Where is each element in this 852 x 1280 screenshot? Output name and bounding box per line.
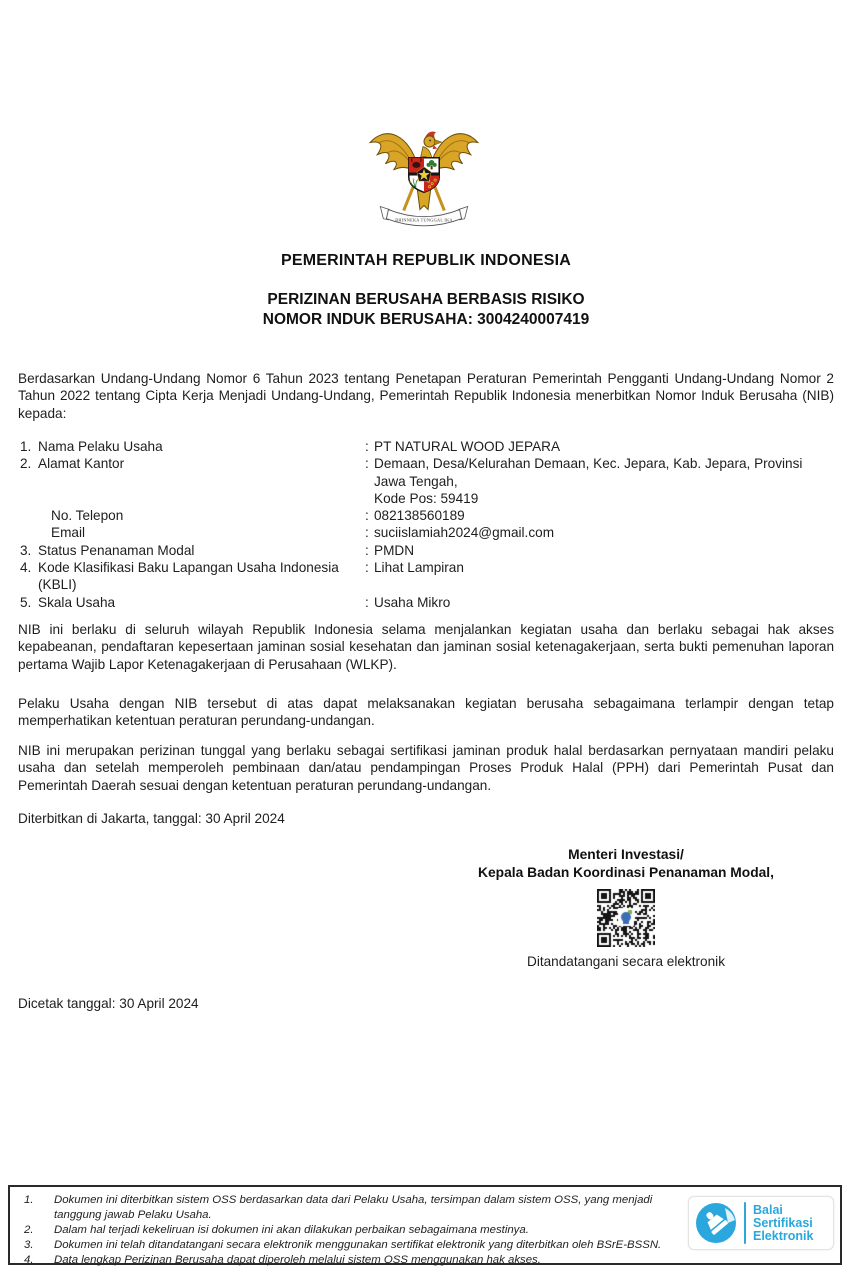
field-row [18,594,834,611]
field-label: Skala Usaha [38,594,116,610]
field-value: : Demaan, Desa/Kelurahan Demaan, Kec. Jepara, Kab. Jepara, Provinsi [365,456,803,472]
signer-title-line1: Menteri Investasi/ [568,847,684,862]
footer-notes-box [8,1185,842,1265]
document-title [0,290,852,330]
field-label: No. Telepon [51,508,124,524]
field-value: : Lihat Lampiran [365,560,464,576]
field-number: 5. [20,594,32,610]
logo-text-line2: Sertifikasi [753,1215,813,1230]
field-label: Nama Pelaku Usaha [38,439,163,454]
field-row [18,542,834,559]
document-title-line1: PERIZINAN BERUSAHA BERBASIS RISIKO [267,291,585,308]
field-number: 3. [20,542,32,558]
intro-paragraph: Berdasarkan Undang-Undang Nomor 6 Tahun 2023 tentang Penetapan Peraturan Pemerintah Pengganti Undang-Undang Nomor 2 Tahun 2022 tentang Cipta Kerja Menjadi Undang-Undang, Pemerintah Republik Indonesia menerbitkan Nomor Induk Berusaha (NIB) kepada: [18,371,834,421]
stamp-seal-icon [695,1202,737,1244]
qr-code [597,889,655,947]
paragraph-business-activity: Pelaku Usaha dengan NIB tersebut di atas dapat melaksanakan kegiatan berusaha sebagaimana terlampir dengan tetap memperhatikan ketentuan peraturan perundang-undangan. [18,696,834,729]
field-row [18,438,834,455]
signature-block [400,846,852,969]
logo-divider [744,1202,746,1244]
field-label: Alamat Kantor [38,456,125,472]
logo-text [753,1204,813,1243]
field-row [18,559,834,594]
government-title: PEMERINTAH REPUBLIK INDONESIA [281,252,571,269]
logo-text-line1: Balai [753,1202,783,1217]
field-number: 4. [20,560,32,576]
field-label: Kode Klasifikasi Baku Lapangan Usaha Indonesia [38,560,339,576]
motto-text: BHINNEKA TUNGGAL IKA [395,217,453,223]
business-fields-list [18,438,834,611]
pancasila-shield [409,158,439,193]
issued-line: Diterbitkan di Jakarta, tanggal: 30 April 2024 [18,811,285,826]
field-value: Jawa Tengah, [374,473,458,489]
field-value: : 082138560189 [365,508,465,524]
document-title-line2: NOMOR INDUK BERUSAHA: 3004240007419 [262,311,590,328]
motto-ribbon [380,207,467,226]
field-number: 1. [20,439,32,454]
field-value: : PT NATURAL WOOD JEPARA [365,439,561,454]
footer-notes-list [24,1193,664,1268]
field-row [18,507,834,524]
field-number [20,507,51,524]
electronic-signature-note: Ditandatangani secara elektronik [527,954,725,969]
field-number: 2. [20,456,32,472]
field-label: (KBLI) [38,577,77,593]
paragraph-nib-validity: NIB ini berlaku di seluruh wilayah Republik Indonesia selama menjalankan kegiatan usaha dan berlaku sebagai hak akses kepabeanan, pendaftaran kepesertaan jaminan sosial kesehatan dan jaminan sosial ketenagakerjaan, serta bukti pemenuhan laporan pertama Wajib Lapor Ketenagakerjaan di Perusahaan (WLKP). [18,622,834,672]
field-value: : Usaha Mikro [365,594,451,610]
footer-note: 1. Dokumen ini diterbitkan sistem OSS berdasarkan data dari Pelaku Usaha, tersimpan dalam sistem OSS, yang menjadi tanggung jawab Pelaku Usaha. [24,1194,653,1221]
garuda-pancasila-emblem [363,110,485,237]
field-value: : PMDN [365,542,415,558]
footer-note: 4. Data lengkap Perizinan Berusaha dapat diperoleh melalui sistem OSS menggunakan hak akses. [24,1254,541,1266]
paragraph-halal-certification: NIB ini merupakan perizinan tunggal yang berlaku sebagai sertifikasi jaminan produk halal berdasarkan pernyataan mandiri pelaku usaha dan setelah memperoleh pembinaan dan/atau pendampingan Proses Produk Halal (PPH) dari Pemerintah Pusat dan Pemerintah Daerah sesuai dengan ketentuan peraturan perundang-undangan. [18,743,834,793]
signer-title-line2: Kepala Badan Koordinasi Penanaman Modal, [478,865,774,880]
field-label: Email [51,525,85,541]
field-value: Kode Pos: 59419 [374,490,479,506]
footer-note: 2. Dalam hal terjadi kekeliruan isi dokumen ini akan dilakukan perbaikan sebagaimana mestinya. [24,1224,529,1236]
field-row [18,455,834,507]
field-value: : suciislamiah2024@gmail.com [365,525,555,541]
footer-note: 3. Dokumen ini telah ditandatangani secara elektronik menggunakan sertifikat elektronik yang diterbitkan oleh BSrE-BSSN. [24,1239,662,1251]
printed-date-line: Dicetak tanggal: 30 April 2024 [18,996,199,1011]
logo-text-line3: Elektronik [753,1228,814,1243]
field-label: Status Penanaman Modal [38,542,195,558]
balai-sertifikasi-elektronik-logo [688,1196,834,1250]
field-number [20,524,51,541]
field-row [18,524,834,541]
